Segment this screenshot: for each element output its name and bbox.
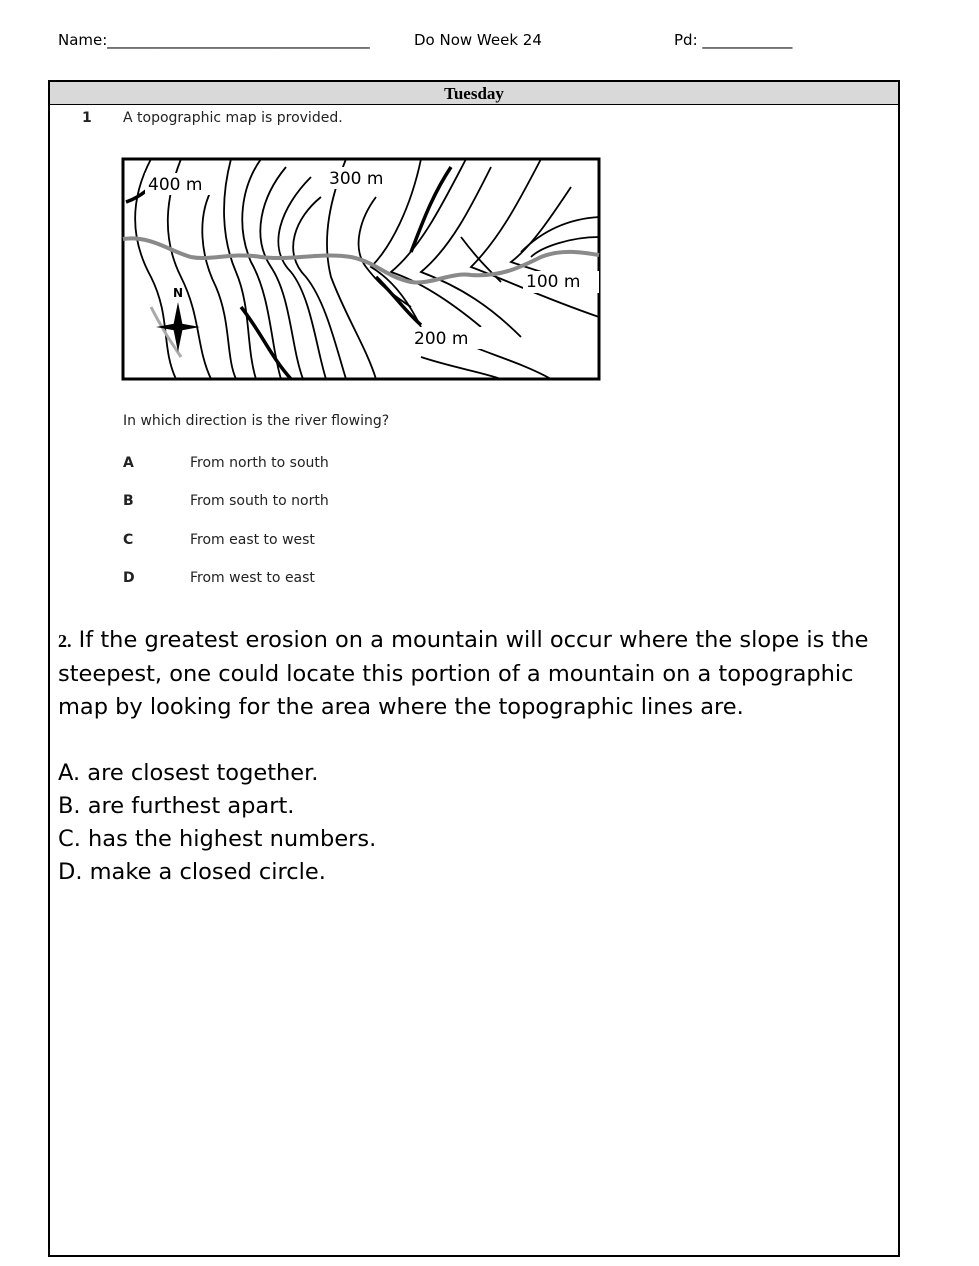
option-a-letter: A (123, 455, 134, 471)
question-1-text: In which direction is the river flowing? (123, 413, 390, 429)
option-d-text: From west to east (190, 570, 315, 586)
question-2-text: If the greatest erosion on a mountain will occur where the slope is the steepest, one could locate this portion of a mountain on a topographic map by looking for the area where the topographic lines are. (58, 627, 869, 720)
choice-a: A. are closest together. (58, 760, 319, 786)
contour-label-300: 300 m (329, 169, 384, 189)
option-c-letter: C (123, 532, 134, 548)
question-2-stem (58, 624, 878, 724)
north-label: N (173, 286, 184, 300)
worksheet-title: Do Now Week 24 (414, 31, 542, 49)
option-a-text: From north to south (190, 455, 329, 471)
question-2-number: 2. (58, 631, 72, 651)
question-2-choices (58, 757, 878, 889)
question-1-prompt: A topographic map is provided. (123, 110, 343, 126)
choice-d: D. make a closed circle. (58, 859, 326, 885)
period-field-label: Pd: ____________ (674, 31, 793, 49)
name-field-label: Name:___________________________________ (58, 31, 370, 49)
option-b-text: From south to north (190, 493, 329, 509)
option-d-letter: D (123, 570, 135, 586)
topographic-map (121, 157, 601, 381)
contour-label-200: 200 m (414, 329, 469, 349)
option-c-text: From east to west (190, 532, 315, 548)
contour-label-100: 100 m (526, 272, 581, 292)
question-2 (58, 624, 878, 889)
choice-c: C. has the highest numbers. (58, 826, 377, 852)
option-b-letter: B (123, 493, 134, 509)
contour-label-400: 400 m (148, 175, 203, 195)
day-heading: Tuesday (50, 82, 898, 105)
choice-b: B. are furthest apart. (58, 793, 295, 819)
question-1-number: 1 (82, 110, 92, 126)
